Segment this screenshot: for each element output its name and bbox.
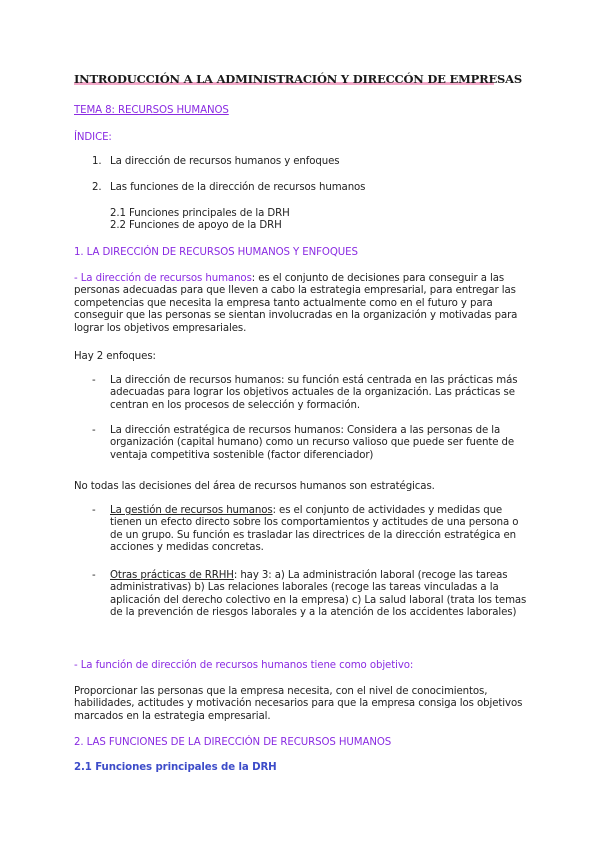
funcion-paragraph: Proporcionar las personas que la empresa necesita, con el nivel de conocimientos, habilidades, actitudes y motivación necesarios para que la empresa consiga los objetivos marcados en la estrategia empresarial. xyxy=(74,686,523,722)
subindice-item: 2.1 Funciones principales de la DRH xyxy=(110,208,290,219)
indice-item-num: 1. xyxy=(92,156,102,167)
definition-lead: - La dirección de recursos humanos xyxy=(74,273,252,284)
bullet-dash: - xyxy=(92,505,96,516)
otras-practicas-body: : hay 3: a) La administración laboral (recoge las tareas administrativas) b) Las relaciones laborales (recoge las tareas vinculadas a la aplicación del derecho colectivo en la empresa) c) La salud laboral (trata los temas de la prevención de riesgos laborales y a la atención de los accidentes laborales) xyxy=(110,570,527,619)
no-todas-text: No todas las decisiones del área de recursos humanos son estratégicas. xyxy=(74,481,435,492)
indice-item: Las funciones de la dirección de recursos humanos xyxy=(110,182,366,193)
gestion-item xyxy=(110,505,530,555)
enfoque-item: La dirección de recursos humanos: su función está centrada en las prácticas más adecuadas para lograr los objetivos actuales de la organización. Las prácticas se centran en los procesos de selección y formación. xyxy=(110,375,518,411)
document-title: INTRODUCCIÓN A LA ADMINISTRACIÓN Y DIRECCÓN DE EMPRESAS xyxy=(74,72,522,86)
indice-label: ÍNDICE: xyxy=(74,132,112,143)
enfoque-item: La dirección estratégica de recursos humanos: Considera a las personas de la organización (capital humano) como un recurso valioso que puede ser fuente de ventaja competitiva sostenible (factor diferenciador) xyxy=(110,425,515,461)
bullet-dash: - xyxy=(92,425,96,436)
otras-practicas-item xyxy=(110,570,530,620)
gestion-lead: La gestión de recursos humanos xyxy=(110,505,273,516)
section2-heading: 2. LAS FUNCIONES DE LA DIRECCIÓN DE RECURSOS HUMANOS xyxy=(74,737,392,748)
section21-heading: 2.1 Funciones principales de la DRH xyxy=(74,762,277,773)
section1-heading: 1. LA DIRECCIÓN DE RECURSOS HUMANOS Y ENFOQUES xyxy=(74,247,358,258)
funcion-heading: - La función de dirección de recursos humanos tiene como objetivo: xyxy=(74,660,414,671)
tema-heading: TEMA 8: RECURSOS HUMANOS xyxy=(74,105,229,116)
otras-practicas-lead: Otras prácticas de RRHH xyxy=(110,570,234,581)
bullet-dash: - xyxy=(92,570,96,581)
bullet-dash: - xyxy=(92,375,96,386)
definition-paragraph xyxy=(74,273,534,335)
indice-item: La dirección de recursos humanos y enfoques xyxy=(110,156,340,167)
definition-body: : es el conjunto de decisiones para conseguir a las personas adecuadas para que lleven a cabo la estrategia empresarial, para entregar las competencias que necesita la empresa tanto actualmente como en el futuro y para conseguir que las personas se sientan involucradas en la organización y motivadas para lograr los objetivos empresariales. xyxy=(74,273,518,334)
gestion-body: : es el conjunto de actividades y medidas que tienen un efecto directo sobre los comportamientos y actitudes de una persona o de un grupo. Su función es trasladar las directrices de la dirección estratégica en acciones y medidas concretas. xyxy=(110,505,519,554)
enfoques-intro: Hay 2 enfoques: xyxy=(74,351,156,362)
subindice-item: 2.2 Funciones de apoyo de la DRH xyxy=(110,220,282,231)
indice-item-num: 2. xyxy=(92,182,102,193)
